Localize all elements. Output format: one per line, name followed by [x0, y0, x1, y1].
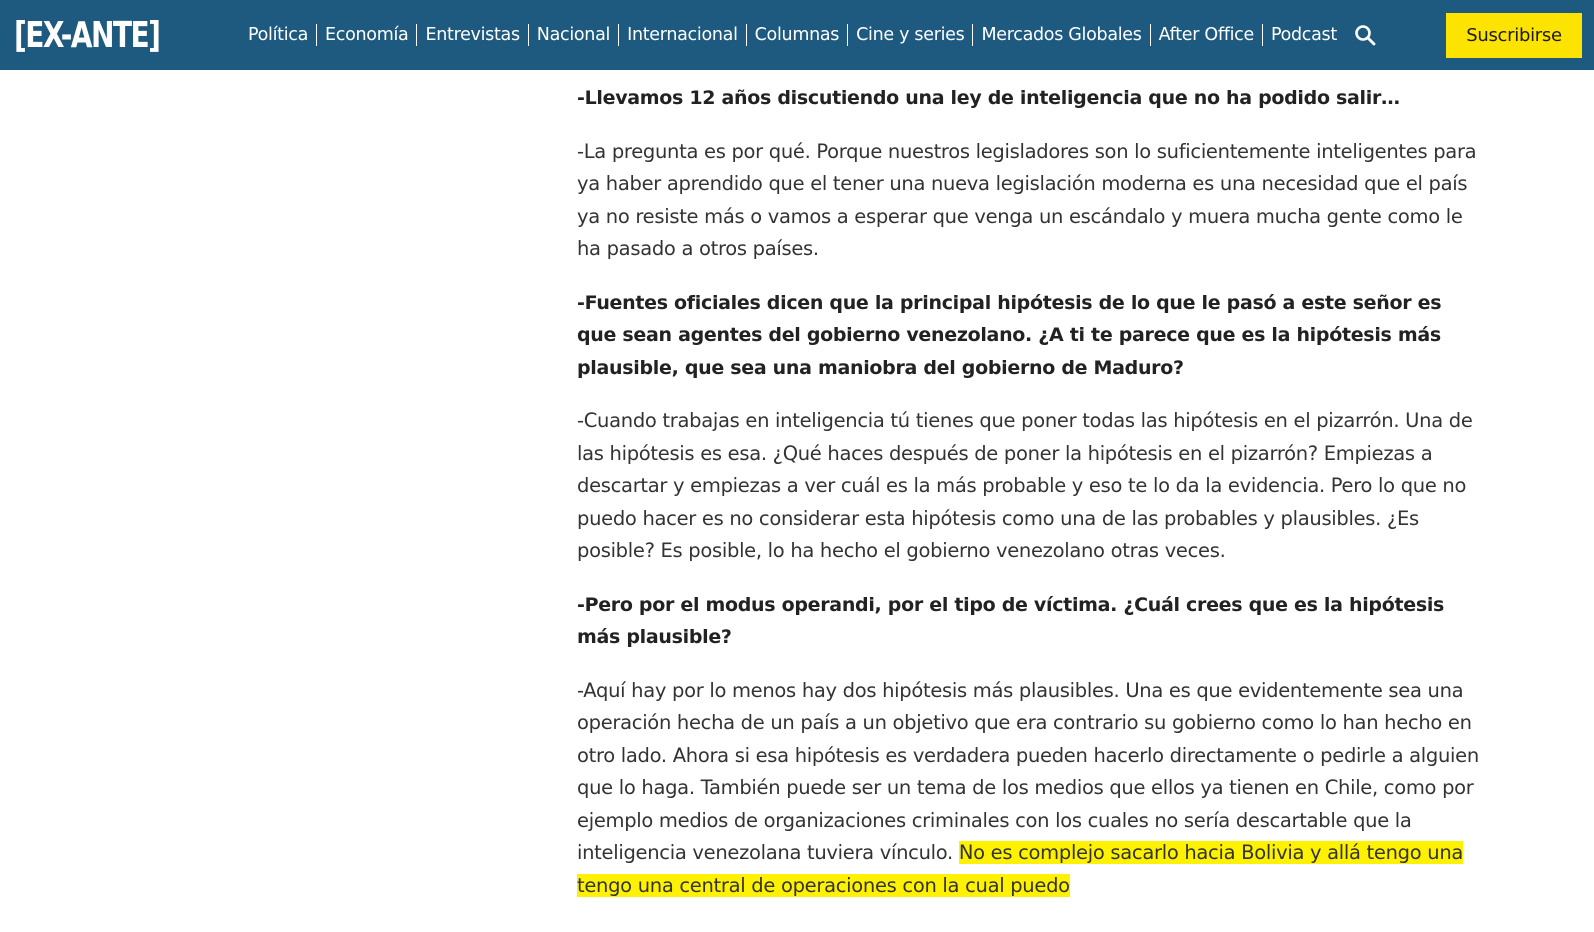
nav-item-economia[interactable]: Economía: [317, 24, 417, 46]
interview-question: -Fuentes oficiales dicen que la principal hipótesis de lo que le pasó a este señor es que sean agentes del gobierno venezolano. ¿A ti te parece que es la hipótesis más plausible, que sea una maniobra del gobierno de Maduro?: [577, 291, 1442, 379]
answer-text: -Aquí hay por lo menos hay dos hipótesis más plausibles. Una es que evidentemente sea una operación hecha de un país a un objetivo que era contrario su gobierno como lo han hecho en otro lado. Ahora si esa hipótesis es verdadera pueden hacerlo directamente o pedirle a alguien que lo haga. También puede ser un tema de los medios que ellos ya tienen en Chile, como por ejemplo medios de organizaciones criminales con los cuales no sería descartable que la inteligencia venezolana tuviera vínculo.: [577, 678, 1479, 864]
main-nav: [240, 0, 1377, 70]
nav-item-nacional[interactable]: Nacional: [529, 24, 619, 46]
nav-item-after-office[interactable]: After Office: [1151, 24, 1263, 46]
nav-item-politica[interactable]: Política: [240, 24, 317, 46]
site-logo[interactable]: [EX-ANTE]: [14, 14, 160, 56]
interview-answer: [577, 675, 1482, 903]
interview-question: -Pero por el modus operandi, por el tipo de víctima. ¿Cuál crees que es la hipótesis más plausible?: [577, 593, 1445, 648]
nav-item-podcast[interactable]: Podcast: [1270, 25, 1337, 45]
article-body: [577, 82, 1482, 923]
interview-question: -Llevamos 12 años discutiendo una ley de inteligencia que no ha podido salir…: [577, 87, 1400, 109]
highlighted-text: No es complejo sacarlo hacia Bolivia y allá tengo una tengo una central de operaciones con la cual puedo: [577, 841, 1464, 897]
interview-answer: -La pregunta es por qué. Porque nuestros legisladores son lo suficientemente inteligentes para ya haber aprendido que el tener una nueva legislación moderna es una necesidad que el país ya no resiste más o vamos a esperar que venga un escándalo y muera mucha gente como le ha pasado a otros países.: [577, 139, 1477, 260]
subscribe-button[interactable]: Suscribirse: [1446, 13, 1582, 58]
nav-item-mercados-globales[interactable]: Mercados Globales: [973, 24, 1150, 46]
interview-answer: -Cuando trabajas en inteligencia tú tienes que poner todas las hipótesis en el pizarrón. Una de las hipótesis es esa. ¿Qué haces después de poner la hipótesis en el pizarrón? Empiezas a descartar y empiezas a ver cuál es la más probable y eso te lo da la evidencia. Pero lo que no puedo hacer es no considerar esta hipótesis como una de las probables y plausibles. ¿Es posible? Es posible, lo ha hecho el gobierno venezolano otras veces.: [577, 409, 1473, 562]
nav-item-cine-y-series[interactable]: Cine y series: [848, 24, 973, 46]
nav-item-columnas[interactable]: Columnas: [747, 24, 848, 46]
search-icon[interactable]: [1353, 23, 1377, 47]
nav-item-entrevistas[interactable]: Entrevistas: [417, 24, 528, 46]
top-navigation-bar: [0, 0, 1594, 70]
nav-item-internacional[interactable]: Internacional: [619, 24, 747, 46]
